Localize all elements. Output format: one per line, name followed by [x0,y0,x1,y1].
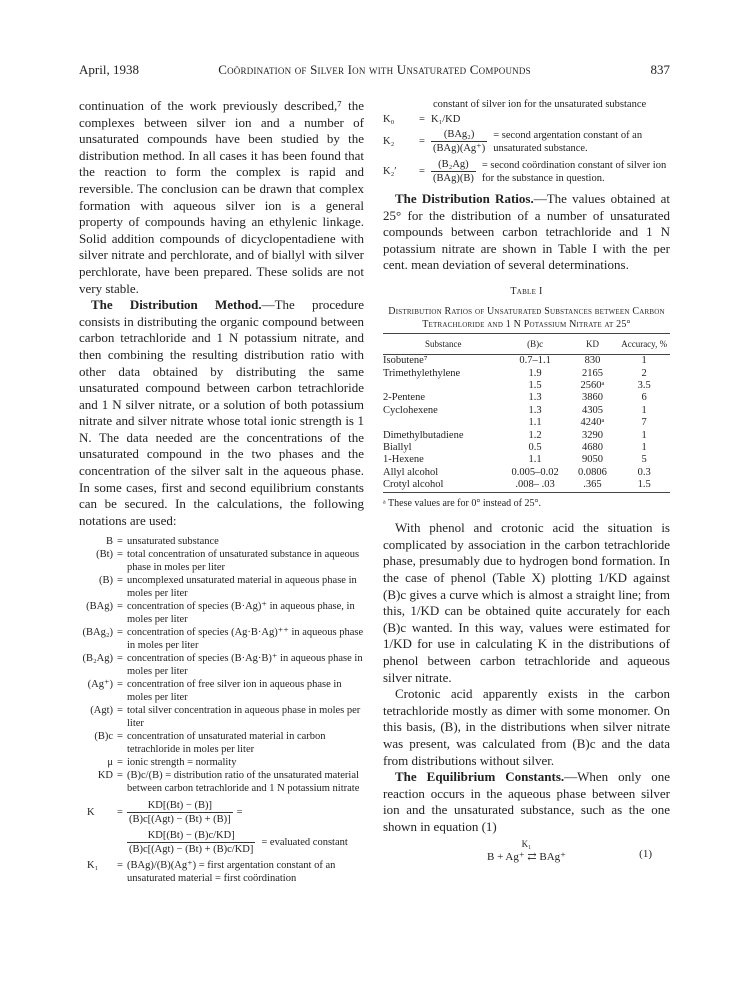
table-cell: .365 [567,479,619,492]
table-cell: 3290 [581,429,603,441]
notation-item: (BAg) = concentration of species (B·Ag)⁺ in aqueous phase, in moles per liter [79,600,364,626]
constant-definitions: constant of silver ion for the unsaturated substance K₀ = K₁/KD K₂ = $\frac{\text{(BAg₂)}}{\text{(BAg)(Ag⁺)}}$ = second argentation constant of an unsaturated substance. K₂′ = $\frac{\text{(B₂Ag)}}{\text{(BAg)(B)}}$ = second coördination constant of silver ion for the substance in question. [383,98,670,185]
k0-definition: K₁/KD [431,114,461,125]
table-cell: 6 [641,392,647,404]
notation-symbol: KD [97,770,113,782]
notation-definition: total silver concentration in aqueous phase in moles per liter [127,705,361,730]
table-cell: 0.0806 [578,466,607,478]
table-cell: 7 [641,417,647,429]
heading-distribution-method: The Distribution Method. [91,297,262,313]
k2-fraction: $\frac{\text{(BAg₂)}}{\text{(BAg)(Ag⁺)}}$ [433,129,486,154]
table-cell [383,380,504,392]
k-symbol: K [87,807,95,819]
header-title: Coördination of Silver Ion with Unsaturated Compounds [218,62,531,77]
notation-item: (Agt) = total silver concentration in aqueous phase in moles per liter [79,704,364,730]
notation-symbol: (Agt) [90,705,113,717]
table-cell: .008– .03 [504,479,567,492]
equation-1-body: B + Ag⁺ ⇄ BAg⁺ [487,850,566,863]
equation-1 [383,840,670,866]
notation-definition: concentration of species (B·Ag)⁺ in aqueous phase, in moles per liter [127,601,355,626]
table-cell: 0.3 [637,466,651,478]
table-cell: Dimethylbutadiene [383,429,464,441]
table-row [383,417,670,429]
left-column [79,98,364,885]
table-cell: 1.1 [528,454,542,466]
right-column [383,98,670,865]
table-row [383,430,670,442]
notation-item: B = unsaturated substance [79,535,364,548]
table-cell: 3.5 [637,379,651,391]
heading-distribution-ratios: The Distribution Ratios. [395,191,534,206]
notation-symbol: (B₂Ag) [82,653,113,665]
notation-item: (B)c = concentration of unsaturated material in carbon tetrachloride in moles per liter [79,730,364,756]
notation-symbol: (B) [99,575,113,587]
notation-item: (B₂Ag) = concentration of species (B·Ag·B)⁺ in aqueous phase in moles per liter [79,652,364,678]
table-cell [383,417,504,429]
k1-definition: (BAg)/(B)(Ag⁺) = first argentation constant of an unsaturated material = first coördination [127,860,336,885]
table-cell: 1 [641,442,647,453]
table-cell: Allyl alcohol [383,466,439,478]
table-cell: Trimethylethylene [383,367,461,379]
notation-list [79,535,364,795]
table-row [383,392,670,404]
notation-item: KD = (B)c/(B) = distribution ratio of the unsaturated material between carbon tetrachloride and 1 N potassium nitrate [79,769,364,795]
table-cell: 1 [641,429,647,441]
k-fraction-1: $\frac{KD[(Bt) - (B)]}{\text{(B)c[(Agt) − (Bt) + (B)]}}$ [129,800,231,826]
table-cell: 0.005–0.02 [511,466,559,478]
table-cell: 1.3 [528,404,542,416]
running-header [79,62,670,82]
table-cell: 4240ᵃ [580,417,605,429]
table-cell: Crotyl alcohol [383,479,504,492]
table-cell: 1.2 [528,429,542,441]
notation-symbol: (B)c [94,731,113,743]
notation-item: (BAg₂) = concentration of species (Ag·B·Ag)⁺⁺ in aqueous phase in moles per liter [79,626,364,652]
table-cell: 1 [641,355,647,367]
heading-equilibrium-constants: The Equilibrium Constants. [395,769,565,785]
col-substance: Substance [383,333,504,355]
k1-symbol: K₁ [87,860,99,872]
table-cell: 0.7–1.1 [519,355,551,367]
k2prime-fraction: $\frac{\text{(B₂Ag)}}{\text{(BAg)(B)}}$ [433,159,474,184]
notation-item: (Ag⁺) = concentration of free silver ion in aqueous phase in moles per liter [79,678,364,704]
table-row [383,380,670,392]
col-kd: KD [567,333,619,355]
paragraph-phenol: With phenol and crotonic acid the situation is complicated by association in the carbon tetrachloride phase, presumably due to hydrogen bond formation. In the case of phenol (Table X) plotting 1/KD against (B)c gives a curve which is almost a straight line; from this, 1/KD can be obtained quite accurately for each (B)c wanted. In this way, values were estimated for 1/KD for use in calculating K in the distributions of phenol between carbon tetrachloride and aqueous silver nitrate. [383,520,670,685]
notation-definition: concentration of free silver ion in aqueous phase in moles per liter [127,679,342,704]
notation-symbol: μ [107,757,113,769]
table-title: Table I [510,285,543,297]
table-cell: 830 [584,355,601,367]
notation-definition: (B)c/(B) = distribution ratio of the unsaturated material between carbon tetrachloride and 1 N potassium nitrate [127,770,360,795]
equation-1-label: K₁ [521,838,532,849]
table-cell: 9050 [581,454,603,466]
paragraph-ratios: The Distribution Ratios.—The values obtained at 25° for the distribution of a number of unsaturated compounds between carbon tetrachloride and 1 N potassium nitrate are shown in Table I with the per cent. mean deviation of several determinations. [383,191,670,273]
notation-symbol: (BAg₂) [82,627,113,639]
col-accuracy: Accuracy, % [618,333,670,355]
k2-symbol: K₂ [383,136,395,147]
table-cell: 1-Hexene [383,454,424,466]
table-cell: Cyclohexene [383,404,438,416]
table-cell: 5 [641,454,647,466]
table-row [383,368,670,380]
table-cell: 1.3 [528,392,542,404]
k2-definition: = second argentation constant of an unsaturated substance. [493,129,643,154]
equation-1-number: (1) [639,847,652,860]
notation-definition: concentration of species (B·Ag·B)⁺ in aqueous phase in moles per liter [127,653,363,678]
paragraph-intro: continuation of the work previously described,⁷ the complexes between silver ion and a number of unsaturated compounds have been studied by the distribution method. In all cases it has been found that the reaction to form the complex is rapid and reversible. The conclusion can be drawn that complex formation with aqueous silver ion is a general property of compounds having an ethylenic linkage. Solid addition compounds of dicyclopentadiene with silver nitrate and perchlorate, and of biallyl with silver perchlorate, have been prepared. These solids are not very stable. [79,98,364,296]
k0-symbol: K₀ [383,114,395,125]
table-row [383,479,670,492]
table-cell: 3860 [581,392,603,404]
notation-item: (B) = uncomplexed unsaturated material in aqueous phase in moles per liter [79,574,364,600]
table-cell: 1.5 [618,479,670,492]
table-row [383,442,670,454]
notation-symbol: (Bt) [96,549,113,561]
table-cell: 1.1 [528,417,542,429]
table-cell: 2165 [581,367,603,379]
table-caption: Distribution Ratios of Unsaturated Substances between Carbon Tetrachloride and 1 N Potassium Nitrate at 25° [388,305,665,330]
k-fraction-2: $\frac{KD[(Bt) - (B)c/KD]}{\text{(B)c[(Agt) − (Bt) + (B)c/KD]}}$ [129,830,254,856]
table-cell: 2-Pentene [383,392,425,404]
k1-continuation: constant of silver ion for the unsaturated substance [433,99,647,110]
table-cell: Biallyl [383,442,412,453]
notation-definition: ionic strength = normality [127,757,237,769]
notation-definition: total concentration of unsaturated substance in aqueous phase in moles per liter [127,549,360,574]
table-cell: 1.5 [528,379,542,391]
header-date: April, 1938 [79,62,139,77]
k-formula: K = $\frac{KD[(Bt) - (B)]}{\text{(B)c[(Agt) − (Bt) + (B)]}}$ = $\frac{KD[(Bt) - (B)c/KD]}{\text{(B)c[(Agt) − (Bt) + (B)c/KD]}}$ = evaluated constant K₁ = (BAg)/(B)(Ag⁺) = first argentation constant of an unsaturated material = first coördination [87,799,364,885]
table-cell: 1.9 [528,367,542,379]
col-bc: (B)c [504,333,567,355]
paragraph-crotonic: Crotonic acid apparently exists in the carbon tetrachloride mostly as dimer with some monomer. On this basis, (B), in the distributions when silver nitrate was present, was calculated from (B)c and the data from distributions without silver. [383,686,670,768]
notation-symbol: B [105,536,113,548]
notation-symbol: (Ag⁺) [87,679,113,691]
notation-item: (Bt) = total concentration of unsaturated substance in aqueous phase in moles per liter [79,548,364,574]
k2prime-symbol: K₂′ [383,166,397,177]
notation-definition: concentration of species (Ag·B·Ag)⁺⁺ in aqueous phase in moles per liter [127,627,364,652]
k-eval-text: = evaluated constant [261,837,348,849]
table-cell: 2 [641,367,647,379]
table-row [383,405,670,417]
table-cell: 1 [641,404,647,416]
table-cell: 2560ᵃ [580,379,605,391]
table-cell: Isobutene⁷ [383,355,428,367]
notation-item: μ = ionic strength = normality [79,756,364,769]
paragraph-method [79,297,364,529]
distribution-table [383,333,670,493]
notation-symbol: (BAg) [86,601,113,613]
table-cell: 0.5 [528,442,542,453]
method-text: —The procedure consists in distributing the organic compound between carbon tetrachloride and 1 N potassium nitrate, and then combining the resulting distribution ratio with other data obtained by distributing the same unsaturated compound between carbon tetrachloride and 1 N silver nitrate, or a solution of both potassium nitrate and silver nitrate whose total ionic strength is 1 N. The data needed are the concentrations of the unsaturated compound in the two phases and the concentration of the silver salt in the aqueous phase. In some cases, first and second equilibrium constants can be secured. In the calculations, the following notations are used: [79,297,364,528]
table-cell: 4680 [581,442,603,453]
table-row [383,467,670,479]
table-row [383,454,670,466]
table-footnote: ᵃ These values are for 0° instead of 25°. [383,497,541,509]
paragraph-equilibrium: The Equilibrium Constants.—When only one reaction occurs in the aqueous phase between silver ion and the unsaturated substance, such as the one shown in equation (1) [383,769,671,834]
notation-definition: unsaturated substance [127,536,219,548]
notation-definition: concentration of unsaturated material in carbon tetrachloride in moles per liter [127,731,326,756]
notation-definition: uncomplexed unsaturated material in aqueous phase in moles per liter [127,575,357,600]
table-row [383,355,670,368]
k2prime-definition: = second coördination constant of silver ion for the substance in question. [481,159,667,184]
page-number: 837 [650,62,670,77]
table-cell: 4305 [581,404,603,416]
